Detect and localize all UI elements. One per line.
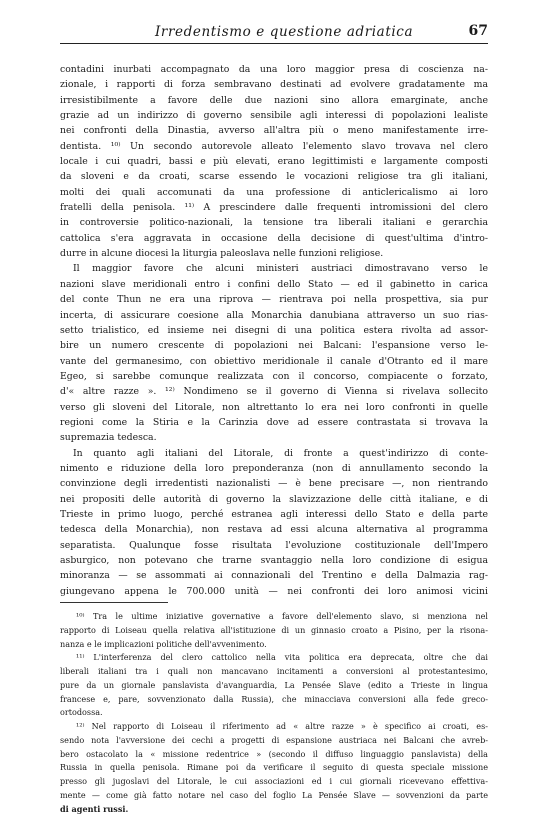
text-line: asburgico, non potevano che trarne svantaggio nella loro condizione di esigua: [60, 555, 488, 566]
text-line: irresistibilmente a favore delle due nazioni sino allora emarginate, anche: [60, 94, 488, 106]
text-line: fratelli della penisola. ¹¹⁾ A prescindere dalle frequenti intromissioni del clero: [60, 202, 488, 214]
footnote-line: Russia in quella penisola. Rimane poi da verificare il seguito di questa speciale missione: [60, 762, 488, 773]
footnote-line: nanza e le implicazioni politiche dell'avvenimento.: [60, 638, 267, 649]
footnote-11: [60, 651, 488, 720]
text-line: setto trialistico, ed insieme nei disegni di una politica estera rivolta ad assor-: [60, 324, 488, 336]
text-line: separatista. Qualunque fosse risultata l'evoluzione costituzionale dell'Impero: [60, 539, 488, 551]
footnote-line: pure da un giornale panslavista d'avanguardia, La Pensée Slave (edito a Trieste in lingua: [60, 679, 488, 690]
text-line: minoranza — se assommati ai connazionali del Trentino e della Dalmazia rag-: [60, 570, 488, 582]
text-line: del conte Thun ne era una riprova — rientrava poi nella prospettiva, sia pur: [60, 294, 488, 306]
footnote-line: ¹¹⁾ L'interferenza del clero cattolico nella vita politica era deprecata, oltre che dai: [76, 652, 488, 663]
text-line: in controversie politico-nazionali, la tensione tra liberali italiani e gerarchia: [60, 217, 488, 229]
text-line: convinzione degli irredentisti nazionalisti — è bene precisare —, non rientrando: [60, 478, 488, 490]
text-line: bire un numero crescente di popolazioni nei Balcani: l'espansione verso le-: [60, 340, 488, 352]
paragraph-2: [60, 261, 488, 445]
footnote-line: ortodossa.: [60, 707, 103, 718]
text-line: Il maggior favore che alcuni ministeri austriaci dimostravano verso le: [73, 263, 488, 275]
text-line: Trieste in primo luogo, perché estranea agli interessi dello Stato e della parte: [60, 508, 488, 520]
text-line: molti dei quali accomunati da una professione di anticlericalismo ai loro: [60, 186, 488, 198]
text-line: zionale, i rapporti di forza sembravano destinati ad evolvere gradatamente ma: [60, 79, 488, 91]
text-line: dentista. ¹⁰⁾ Un secondo autorevole alleato l'elemento slavo trovava nel clero: [60, 140, 488, 152]
text-line: d'« altre razze ». ¹²⁾ Nondimeno se il governo di Vienna si rivelava sollecito: [60, 386, 488, 398]
header-rule: [60, 43, 488, 44]
text-line: In quanto agli italiani del Litorale, di fronte a quest'indirizzo di conte-: [73, 447, 488, 459]
text-line: contadini inurbati accompagnato da una loro maggior presa di coscienza na-: [60, 64, 488, 75]
footnote-line: bero ostacolato la « missione redentrice » (secondo il diffuso linguaggio panslavista) della: [60, 748, 488, 759]
footnote-line: di agenti russi.: [60, 803, 129, 814]
footnote-line: sendo nota l'avversione dei cechi a progetti di espansione austriaca nei Balcani che avreb-: [60, 734, 488, 745]
text-line: cattolica s'era aggravata in occasione della decisione di quest'ultima d'intro-: [60, 232, 488, 244]
footnote-line: ¹²⁾ Nel rapporto di Loiseau il riferimento ad « altre razze » è specifico ai croati, es-: [76, 721, 488, 731]
paragraph-1: [60, 62, 488, 261]
text-line: da sloveni e da croati, scarse essendo le vocazioni religiose tra gli italiani,: [60, 171, 488, 183]
body-text: [60, 62, 488, 599]
text-line: grazie ad un indirizzo di governo sensibile agli interessi di popolazioni lealiste: [60, 110, 488, 122]
text-line: giungevano appena le 700.000 unità — nei confronti dei loro animosi vicini: [60, 585, 488, 597]
footnote-line: presso gli jugoslavi del Litorale, le cui associazioni ed i cui giornali ricevevano effettiva-: [60, 776, 488, 786]
text-line: nei confronti della Dinastia, avverso all'altra più o meno manifestamente irre-: [60, 125, 488, 137]
text-line: nazioni slave meridionali entro i confini dello Stato — ed il gabinetto in carica: [60, 278, 488, 290]
footnote-separator: [60, 602, 168, 603]
text-line: nei propositi delle autorità di governo la slavizzazione delle città italiane, e di: [60, 493, 488, 505]
paragraph-3: [60, 446, 488, 599]
text-line: nimento e riduzione della loro preponderanza (non di annullamento secondo la: [60, 462, 488, 474]
text-line: locale i cui quadri, bassi e più elevati, erano legittimisti e largamente composti: [60, 156, 488, 168]
page-number: 67: [468, 23, 488, 39]
text-line: vante del germanesimo, con obiettivo meridionale il canale d'Otranto ed il mare: [60, 355, 488, 367]
running-title: Irredentismo e questione adriatica: [155, 24, 414, 40]
footnote-12: [60, 720, 488, 816]
footnote-line: ¹⁰⁾ Tra le ultime iniziative governative a favore dell'elemento slavo, si menziona nel: [76, 611, 488, 621]
footnotes: [60, 610, 488, 816]
footnote-line: rapporto di Loiseau quella relativa all'istituzione di un ginnasio croato a Pisino, per la risona-: [60, 624, 488, 635]
footnote-10: [60, 610, 488, 651]
footnote-line: mente — come già fatto notare nel caso del foglio La Pensée Slave — sovvenzioni da parte: [60, 789, 488, 800]
footnote-line: liberali italiani tra i quali non mancavano incitamenti a conversioni al protestantesimo,: [60, 666, 488, 676]
text-line: Egeo, si sarebbe comunque realizzata con il concorso, compiacente o forzato,: [60, 370, 488, 382]
text-line: supremazia tedesca.: [60, 432, 157, 444]
text-line: verso gli sloveni del Litorale, non altrettanto lo era nei loro confronti in quelle: [60, 401, 488, 413]
page-header: [60, 18, 488, 44]
text-line: durre in alcune diocesi la liturgia paleoslava nelle funzioni religiose.: [60, 248, 384, 260]
footnote-line: francese e, pare, sovvenzionato dalla Russia), che minacciava conversioni alla fede greco-: [60, 693, 488, 704]
text-line: incerta, di assicurare coesione alla Monarchia danubiana attraverso un suo rias-: [60, 309, 488, 321]
text-line: tedesca della Monarchia), non restava ad essi alcuna alternativa al programma: [60, 524, 488, 536]
text-line: regioni come la Stiria e la Carinzia dove ad essere contrastata si trovava la: [60, 416, 488, 428]
